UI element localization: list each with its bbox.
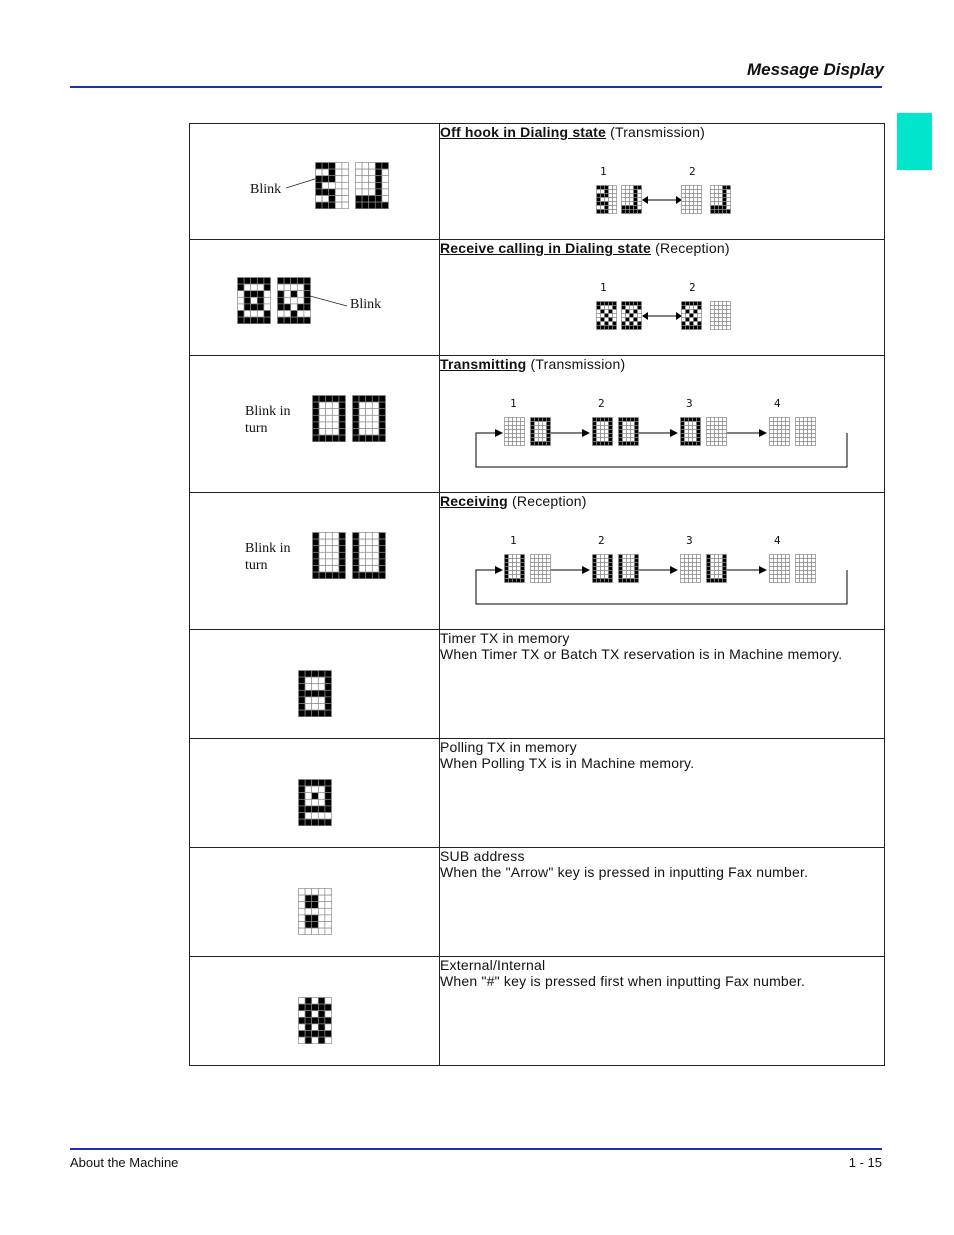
lcd-step-4b	[795, 417, 816, 446]
description-cell	[440, 957, 885, 1066]
display-cell	[190, 124, 440, 240]
lcd-step-4b	[795, 554, 816, 583]
row-direction: (Reception)	[651, 240, 730, 256]
lcd-step-2b	[618, 417, 639, 446]
display-cell	[190, 240, 440, 356]
description-cell	[440, 493, 885, 630]
display-cell	[190, 739, 440, 848]
lcd-step-2	[681, 185, 702, 214]
step-number: 1	[600, 165, 607, 178]
message-display-table	[189, 123, 885, 1066]
row-title: Receive calling in Dialing state	[440, 240, 652, 256]
lcd-display	[298, 888, 332, 935]
step-number: 1	[600, 281, 607, 294]
step-number: 2	[689, 281, 696, 294]
table-row	[190, 356, 885, 493]
lcd-step-1	[596, 185, 617, 214]
page-number: 1 - 15	[848, 1155, 882, 1170]
blink-label-line2: turn	[245, 558, 268, 573]
lcd-step-4	[769, 554, 790, 583]
row-description: When Timer TX or Batch TX reservation is in Machine memory.	[440, 646, 843, 662]
row-title: Transmitting	[440, 356, 527, 372]
lcd-display	[298, 670, 332, 717]
description-cell	[440, 739, 885, 848]
section-tab	[897, 113, 932, 170]
lcd-display-blinking	[315, 162, 389, 209]
blink-label-line2: turn	[245, 421, 268, 436]
table-row	[190, 630, 885, 739]
step-number: 4	[774, 397, 781, 410]
row-direction: (Reception)	[507, 493, 587, 509]
row-description: When the "Arrow" key is pressed in inputting Fax number.	[440, 864, 809, 880]
table-row	[190, 739, 885, 848]
row-title: SUB address	[440, 848, 525, 864]
lcd-step-2b	[710, 185, 731, 214]
step-number: 3	[686, 397, 693, 410]
row-title: Receiving	[440, 493, 508, 509]
blink-label: Blink	[250, 182, 282, 197]
row-description: When Polling TX is in Machine memory.	[440, 755, 695, 771]
header-rule	[70, 86, 882, 88]
display-cell	[190, 356, 440, 493]
lcd-step-1	[504, 554, 525, 583]
display-cell	[190, 957, 440, 1066]
footer-rule	[70, 1148, 882, 1150]
description-cell	[440, 848, 885, 957]
table-row	[190, 240, 885, 356]
table-row	[190, 124, 885, 240]
row-title: External/Internal	[440, 957, 546, 973]
lcd-step-1b	[621, 185, 642, 214]
lcd-step-1	[504, 417, 525, 446]
display-cell	[190, 848, 440, 957]
row-direction: (Transmission)	[606, 124, 705, 140]
table-row	[190, 957, 885, 1066]
step-number: 3	[686, 534, 693, 547]
lcd-step-2b	[618, 554, 639, 583]
table-row	[190, 848, 885, 957]
lcd-step-3b	[706, 417, 727, 446]
step-number: 2	[598, 397, 605, 410]
lcd-step-3	[680, 417, 701, 446]
description-cell	[440, 240, 885, 356]
lcd-step-3b	[706, 554, 727, 583]
description-cell	[440, 356, 885, 493]
lcd-step-2	[592, 417, 613, 446]
display-cell	[190, 630, 440, 739]
description-cell	[440, 630, 885, 739]
page-title: Message Display	[746, 60, 884, 79]
lcd-display	[298, 997, 332, 1044]
blink-label: Blink	[350, 297, 382, 312]
row-title: Timer TX in memory	[440, 630, 570, 646]
blink-leader-line	[190, 240, 439, 356]
row-title: Off hook in Dialing state	[440, 124, 607, 140]
row-title: Polling TX in memory	[440, 739, 577, 755]
step-number: 2	[689, 165, 696, 178]
lcd-display	[298, 779, 332, 826]
lcd-step-1b	[530, 417, 551, 446]
lcd-step-2b	[710, 301, 731, 330]
blink-label-line1: Blink in	[245, 404, 291, 419]
step-number: 1	[510, 397, 517, 410]
lcd-step-1	[596, 301, 617, 330]
table-row	[190, 493, 885, 630]
lcd-step-4	[769, 417, 790, 446]
step-number: 1	[510, 534, 517, 547]
description-cell	[440, 124, 885, 240]
lcd-display	[312, 532, 386, 579]
row-direction: (Transmission)	[526, 356, 626, 372]
footer-section: About the Machine	[70, 1155, 179, 1170]
lcd-step-1b	[621, 301, 642, 330]
lcd-step-3	[680, 554, 701, 583]
step-number: 4	[774, 534, 781, 547]
step-number: 2	[598, 534, 605, 547]
double-arrow	[642, 195, 682, 205]
display-cell	[190, 493, 440, 630]
lcd-display	[312, 395, 386, 442]
lcd-step-2	[681, 301, 702, 330]
lcd-step-1b	[530, 554, 551, 583]
double-arrow	[642, 311, 682, 321]
blink-label-line1: Blink in	[245, 541, 291, 556]
row-description: When "#" key is pressed first when inputting Fax number.	[440, 973, 806, 989]
lcd-step-2	[592, 554, 613, 583]
